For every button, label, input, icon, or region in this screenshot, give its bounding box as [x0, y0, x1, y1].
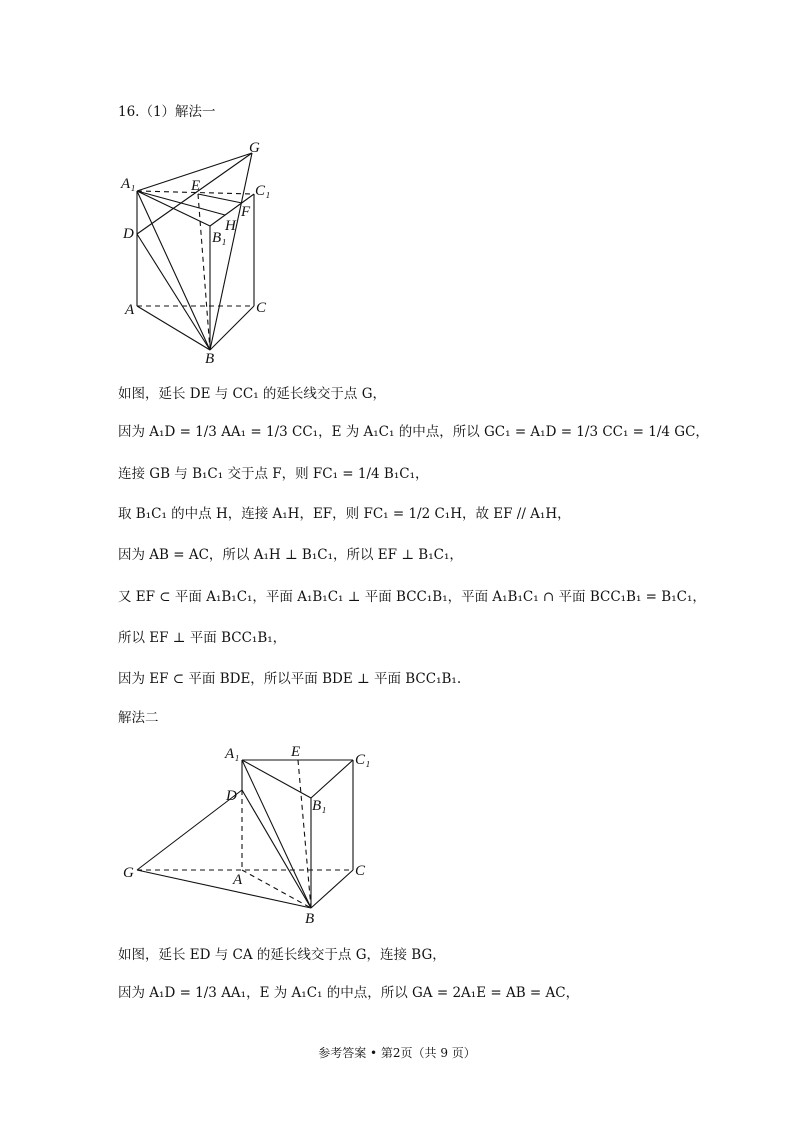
method1-line-2: 因为 A₁D = 1/3 AA₁ = 1/3 CC₁，E 为 A₁C₁ 的中点，所以 GC₁ = A₁D = 1/3 CC₁ = 1/4 GC，: [118, 424, 709, 440]
label-E: E: [191, 178, 201, 194]
label-C1: C₁: [355, 752, 371, 768]
label-C: C: [256, 300, 267, 316]
figure-2-prism: [115, 738, 385, 928]
page-footer: 参考答案 • 第2页（共 9 页）: [318, 1046, 476, 1060]
method1-line-6: 又 EF ⊂ 平面 A₁B₁C₁，平面 A₁B₁C₁ ⊥ 平面 BCC₁B₁，平面 A₁B₁C₁ ∩ 平面 BCC₁B₁ = B₁C₁，: [118, 589, 706, 605]
label-F: F: [241, 204, 251, 220]
label-B1: B₁: [212, 230, 227, 246]
label-G: G: [123, 865, 134, 881]
method1-line-1: 如图，延长 DE 与 CC₁ 的延长线交于点 G，: [118, 386, 386, 402]
label-A: A: [233, 872, 243, 888]
label-B: B: [205, 351, 215, 367]
label-C1: C₁: [255, 183, 271, 199]
method2-line-2: 因为 A₁D = 1/3 AA₁，E 为 A₁C₁ 的中点，所以 GA = 2A₁E = AB = AC，: [118, 985, 580, 1001]
method1-line-3: 连接 GB 与 B₁C₁ 交于点 F，则 FC₁ = 1/4 B₁C₁，: [118, 466, 429, 482]
label-A: A: [125, 302, 135, 318]
label-A1: A₁: [225, 746, 240, 762]
label-D: D: [226, 788, 237, 804]
figure-1-prism: [115, 138, 290, 368]
method1-line-7: 所以 EF ⊥ 平面 BCC₁B₁，: [118, 630, 287, 646]
label-G: G: [249, 140, 260, 156]
method1-line-5: 因为 AB = AC，所以 A₁H ⊥ B₁C₁，所以 EF ⊥ B₁C₁，: [118, 547, 463, 563]
label-A1: A₁: [121, 176, 136, 192]
figure-2-edges: [137, 760, 353, 908]
problem-heading: 16.（1）解法一: [118, 104, 216, 120]
label-D: D: [123, 226, 134, 242]
label-H: H: [225, 218, 236, 234]
label-B: B: [305, 911, 315, 927]
label-E: E: [291, 744, 301, 760]
method1-line-4: 取 B₁C₁ 的中点 H，连接 A₁H，EF，则 FC₁ = 1/2 C₁H，故 EF // A₁H，: [118, 506, 571, 522]
method2-line-1: 如图，延长 ED 与 CA 的延长线交于点 G，连接 BG，: [118, 947, 446, 963]
label-B1: B₁: [312, 798, 327, 814]
method2-heading: 解法二: [118, 710, 159, 726]
method1-line-8: 因为 EF ⊂ 平面 BDE，所以平面 BDE ⊥ 平面 BCC₁B₁.: [118, 671, 462, 687]
label-C: C: [355, 863, 366, 879]
